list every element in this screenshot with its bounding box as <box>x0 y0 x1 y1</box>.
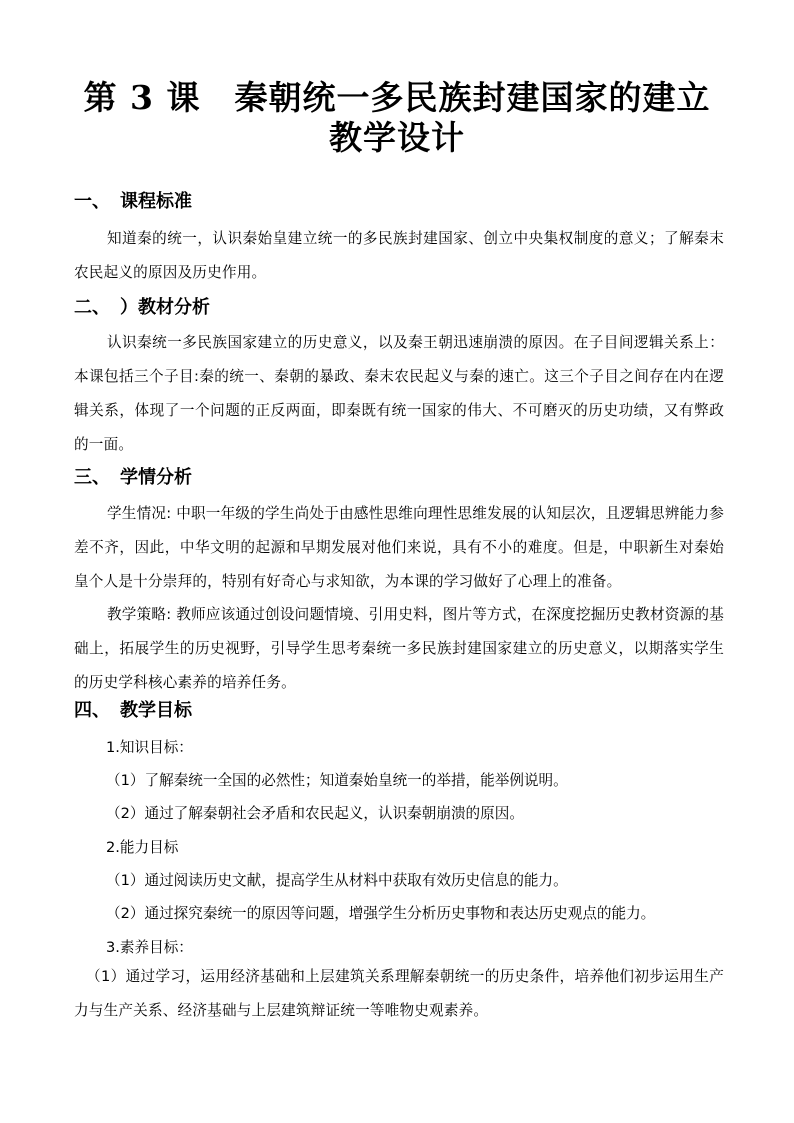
objective-item: （1）了解秦统一全国的必然性；知道秦始皇统一的举措，能举例说明。 <box>106 772 568 789</box>
objective-item: （1）通过阅读历史文献，提高学生从材料中获取有效历史信息的能力。 <box>106 872 568 889</box>
objective-knowledge-label: 1.知识目标： <box>106 739 193 756</box>
section-title: 教学目标 <box>120 700 192 721</box>
section-number: 一、 <box>74 191 110 212</box>
document-title: 第 3 课 秦朝统一多民族封建国家的建立 <box>83 78 711 117</box>
section-number: 三、 <box>74 467 110 488</box>
section-heading-textbook-analysis <box>74 296 210 320</box>
section-title: ）教材分析 <box>120 297 210 318</box>
objective-ability-label: 2.能力目标 <box>106 839 179 856</box>
section-number: 二、 <box>74 297 110 318</box>
section-number: 四、 <box>74 700 110 721</box>
objective-item: （2）通过了解秦朝社会矛盾和农民起义，认识秦朝崩溃的原因。 <box>106 805 524 822</box>
objective-literacy-label: 3.素养目标： <box>106 939 193 956</box>
document-subtitle: 教学设计 <box>329 118 465 157</box>
paragraph-student-situation: 学生情况: 中职一年级的学生尚处于由感性思维向理性思维发展的认知层次，且逻辑思辨能力参差不齐，因此，中华文明的起源和早期发展对他们来说，具有不小的难度。但是，中职新生对秦始皇个人是十分崇拜的，特别有好奇心与求知欲，为本课的学习做好了心理上的准备。 <box>74 505 724 590</box>
section-title: 学情分析 <box>120 467 192 488</box>
objective-item: （2）通过探究秦统一的原因等问题，增强学生分析历史事物和表达历史观点的能力。 <box>106 905 656 922</box>
section-title: 课程标准 <box>120 191 192 212</box>
section-heading-learner-analysis <box>74 466 192 490</box>
paragraph-standards: 知道秦的统一，认识秦始皇建立统一的多民族封建国家、创立中央集权制度的意义；了解秦末农民起义的原因及历史作用。 <box>74 230 724 281</box>
section-heading-standards <box>74 190 192 214</box>
objective-item: （1）通过学习，运用经济基础和上层建筑关系理解秦朝统一的历史条件，培养他们初步运用生产力与生产关系、经济基础与上层建筑辩证统一等唯物史观素养。 <box>74 968 724 1019</box>
paragraph-textbook-analysis: 认识秦统一多民族国家建立的历史意义，以及秦王朝迅速崩溃的原因。在子目间逻辑关系上：本课包括三个子目:秦的统一、秦朝的暴政、秦末农民起义与秦的速亡。这三个子目之间存在内在逻辑关系，体现了一个问题的正反两面，即秦既有统一国家的伟大、不可磨灭的历史功绩，又有弊政的一面。 <box>74 334 724 453</box>
section-heading-teaching-objectives <box>74 699 192 723</box>
paragraph-teaching-strategy: 教学策略: 教师应该通过创设问题情境、引用史料，图片等方式，在深度挖掘历史教材资源的基础上，拓展学生的历史视野，引导学生思考秦统一多民族封建国家建立的历史意义，以期落实学生的历史学科核心素养的培养任务。 <box>74 606 724 691</box>
